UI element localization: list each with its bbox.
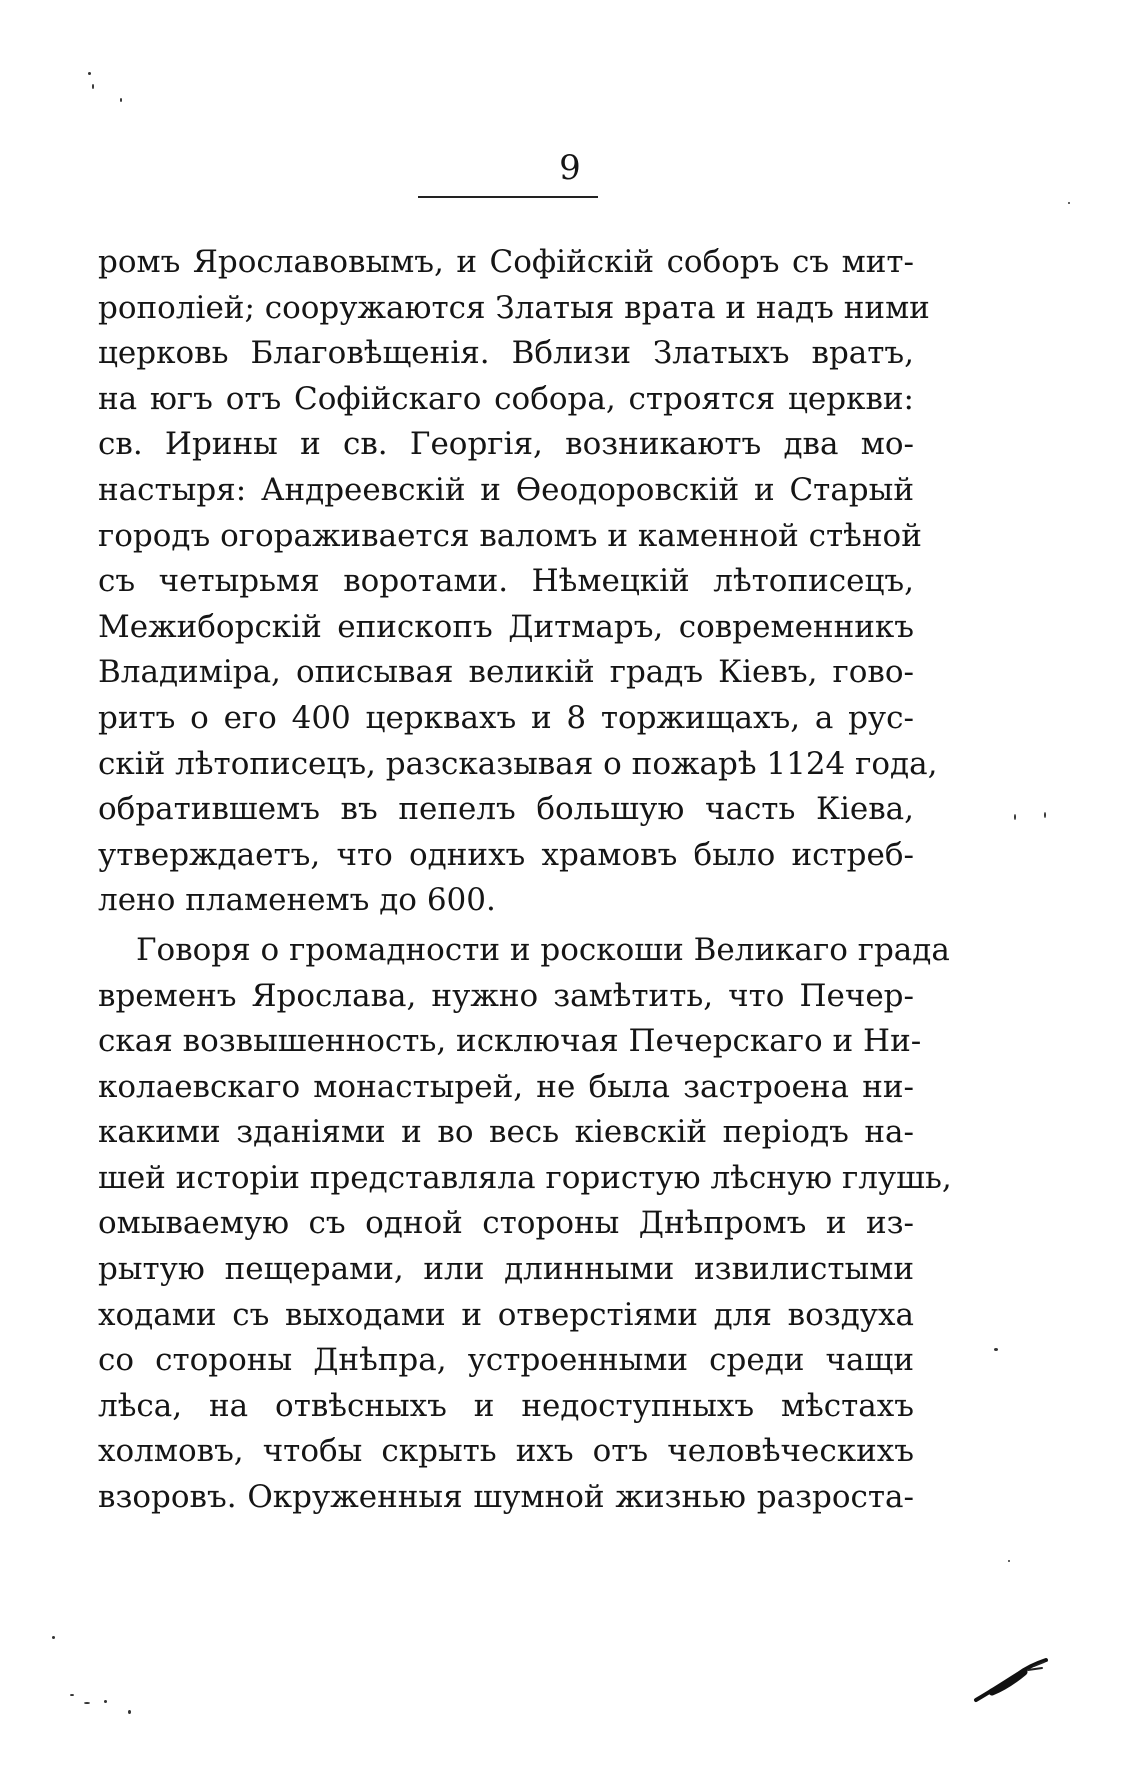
- scan-speck: [88, 72, 91, 75]
- page-number-rule: [418, 196, 598, 198]
- ink-stroke-mark: [972, 1648, 1052, 1708]
- page-body: [98, 240, 952, 1521]
- text-line: утверждаетъ, что однихъ храмовъ было истреб-: [98, 836, 914, 873]
- text-line: Владиміра, описывая великій градъ Кіевъ, гово-: [98, 654, 914, 691]
- text-line: ская возвышенность, исключая Печерскаго и Ни-: [98, 1023, 922, 1060]
- scan-speck: [70, 1694, 74, 1696]
- scan-speck: [1014, 814, 1016, 820]
- text-line: съ четырьмя воротами. Нѣмецкій лѣтописецъ,: [98, 563, 914, 600]
- text-line: ритъ о его 400 церквахъ и 8 торжищахъ, а рус-: [98, 699, 914, 736]
- text-line: шей исторіи представляла гористую лѣсную глушь,: [98, 1159, 952, 1196]
- text-line: взоровъ. Окруженныя шумной жизнью разроста-: [98, 1479, 914, 1516]
- text-line: городъ огораживается валомъ и каменной стѣной: [98, 517, 922, 554]
- text-line: церковь Благовѣщенія. Вблизи Златыхъ вратъ,: [98, 335, 914, 372]
- text-line: колаевскаго монастырей, не была застроена ни-: [98, 1068, 914, 1105]
- text-line: Говоря о громадности и роскоши Великаго града: [136, 931, 950, 968]
- text-line: рытую пещерами, или длинными извилистыми: [98, 1251, 914, 1288]
- text-line: ходами съ выходами и отверстіями для воздуха: [98, 1296, 914, 1333]
- scan-speck: [1044, 812, 1046, 818]
- scan-speck: [84, 1702, 90, 1704]
- scan-speck: [104, 1700, 107, 1703]
- text-line: временъ Ярослава, нужно замѣтить, что Печер-: [98, 977, 914, 1014]
- paragraph-2: [98, 928, 952, 1521]
- scan-speck: [994, 1348, 998, 1351]
- scan-speck: [1008, 1560, 1010, 1562]
- scan-speck: [128, 1710, 131, 1714]
- scan-speck: [92, 84, 94, 89]
- text-line: омываемую съ одной стороны Днѣпромъ и из-: [98, 1205, 914, 1242]
- text-line: ромъ Ярославовымъ, и Софійскій соборъ съ мит-: [98, 244, 914, 280]
- scan-speck: [1068, 202, 1070, 204]
- scan-speck: [120, 98, 122, 102]
- page-number: 9: [559, 148, 581, 188]
- paragraph-1: [98, 240, 938, 924]
- text-line: обратившемъ въ пепелъ большую часть Кіева,: [98, 791, 914, 828]
- text-line: св. Ирины и св. Георгія, возникаютъ два мо-: [98, 426, 914, 463]
- text-line: рополіей; сооружаются Златыя врата и надъ ними: [98, 289, 930, 326]
- text-line: скій лѣтописецъ, разсказывая о пожарѣ 1124 года,: [98, 745, 938, 782]
- scan-speck: [52, 1636, 55, 1639]
- text-line: холмовъ, чтобы скрыть ихъ отъ человѣческихъ: [98, 1433, 914, 1470]
- text-line: настыря: Андреевскій и Ѳеодоровскій и Старый: [98, 471, 914, 508]
- text-line: на югъ отъ Софійскаго собора, строятся церкви:: [98, 380, 914, 417]
- text-line: лено пламенемъ до 600.: [98, 882, 496, 919]
- text-line: лѣса, на отвѣсныхъ и недоступныхъ мѣстахъ: [98, 1387, 914, 1424]
- text-line: Межиборскій епископъ Дитмаръ, современникъ: [98, 608, 914, 645]
- text-line: какими зданіями и во весь кіевскій періодъ на-: [98, 1114, 914, 1151]
- text-line: со стороны Днѣпра, устроенными среди чащи: [98, 1342, 914, 1379]
